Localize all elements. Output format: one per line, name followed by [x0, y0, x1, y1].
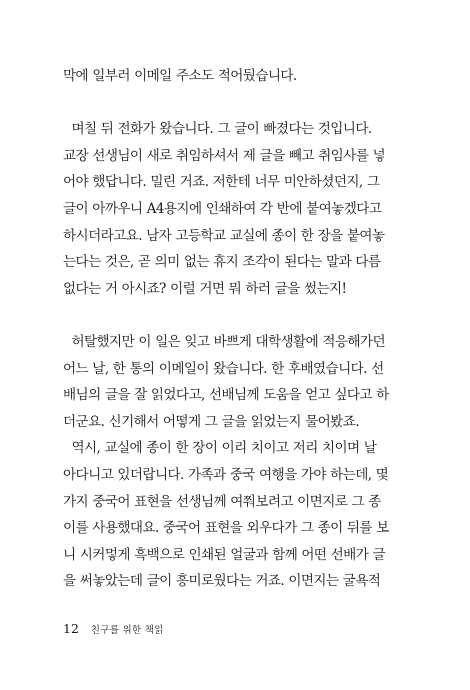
text-line: 막에 일부러 이메일 주소도 적어뒀습니다.	[63, 68, 297, 84]
page-number: 12	[63, 621, 79, 636]
text-line: 없다는 거 아시죠? 이럴 거면 뭐 하러 글을 썼는지!	[63, 280, 347, 297]
page-footer	[63, 621, 164, 636]
paragraph-gap	[63, 90, 413, 117]
text-line: 을 써놓았는데 글이 흥미로웠다는 거죠. 이면지는 굴욕적	[63, 573, 381, 590]
paragraph-3	[63, 329, 413, 435]
paragraph-1	[63, 63, 413, 90]
text-line: 역시, 교실에 종이 한 장이 이리 치이고 저리 치이며 날	[63, 440, 377, 457]
text-line: 어야 했답니다. 밀린 거죠. 저한테 너무 미안하셨던지, 그	[63, 174, 380, 191]
body-text	[63, 63, 413, 595]
text-line: 이를 사용했대요. 중국어 표현을 외우다가 그 종이 뒤를 보	[63, 520, 389, 537]
text-line: 더군요. 신기해서 어떻게 그 글을 읽었는지 물어봤죠.	[63, 413, 359, 430]
text-line: 가지 중국어 표현을 선생님께 여쭤보려고 이면지로 그 종	[63, 493, 381, 510]
text-line: 하시더라고요. 남자 고등학교 교실에 종이 한 장을 붙여놓	[63, 227, 385, 244]
running-title: 친구를 위한 책읽	[90, 625, 164, 636]
text-line: 어느 날, 한 통의 이메일이 왔습니다. 한 후배였습니다. 선	[63, 360, 384, 377]
text-line: 배님의 글을 잘 읽었다고, 선배님께 도움을 얻고 싶다고 하	[63, 387, 389, 404]
text-line: 교장 선생님이 새로 취임하셔서 제 글을 빼고 취임사를 넣	[63, 147, 385, 164]
text-line: 글이 아까우니 A4용지에 인쇄하여 각 반에 붙여놓겠다고	[63, 200, 382, 217]
text-line: 며칠 뒤 전화가 왔습니다. 그 글이 빠졌다는 것입니다.	[63, 121, 372, 138]
paragraph-2	[63, 116, 413, 302]
paragraph-gap	[63, 302, 413, 329]
text-line: 아다니고 있더랍니다. 가족과 중국 여행을 가야 하는데, 몇	[63, 466, 389, 483]
paragraph-4	[63, 435, 413, 595]
text-line: 는다는 것은, 곧 의미 없는 휴지 조각이 된다는 말과 다름	[63, 254, 381, 271]
text-line: 니 시커멓게 흑백으로 인쇄된 얼굴과 함께 어떤 선배가 글	[63, 546, 385, 563]
text-line: 허탈했지만 이 일은 잊고 바쁘게 대학생활에 적응해가던	[63, 333, 385, 350]
